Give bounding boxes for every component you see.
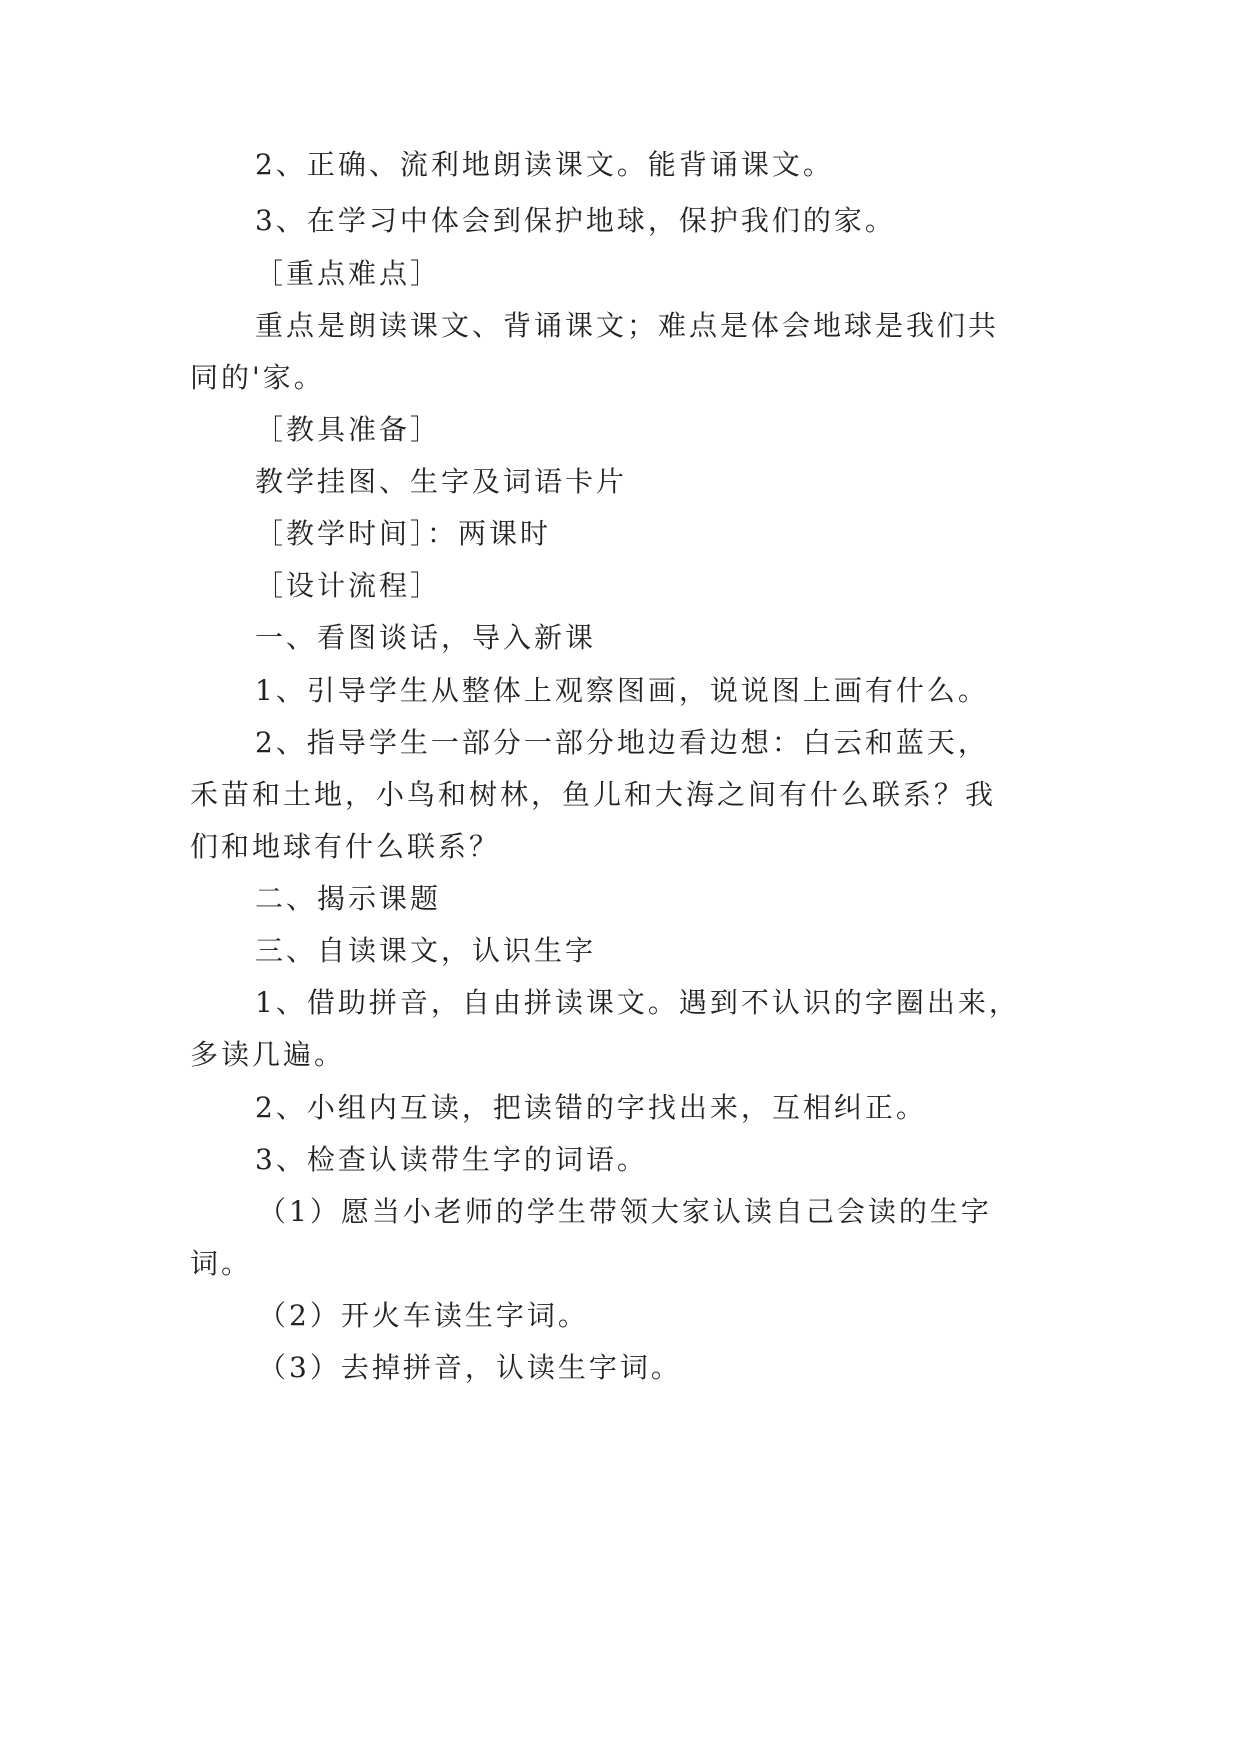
step-3-sub-1-cont: 词。 [190, 1247, 253, 1280]
objective-3: 3、在学习中体会到保护地球，保护我们的家。 [255, 204, 896, 237]
teaching-aids-text: 教学挂图、生字及词语卡片 [255, 465, 628, 498]
step-3-sub-3: （3）去掉拼音，认读生字词。 [258, 1351, 682, 1384]
step-3-item-1-cont: 多读几遍。 [190, 1038, 346, 1071]
heading-key-points: ［重点难点］ [255, 257, 442, 290]
key-points-text: 重点是朗读课文、背诵课文；难点是体会地球是我们共 [255, 309, 1000, 342]
step-1-item-2-cont: 禾苗和土地，小鸟和树林，鱼儿和大海之间有什么联系？我 [190, 778, 997, 811]
objective-2: 2、正确、流利地朗读课文。能背诵课文。 [255, 148, 834, 181]
step-2-heading: 二、揭示课题 [255, 882, 442, 915]
step-3-item-3: 3、检查认读带生字的词语。 [255, 1143, 648, 1176]
step-3-item-1: 1、借助拼音，自由拼读课文。遇到不认识的字圈出来， [255, 986, 1020, 1019]
heading-teaching-aids: ［教具准备］ [255, 413, 442, 446]
step-1-item-1: 1、引导学生从整体上观察图画，说说图上画有什么。 [255, 674, 989, 707]
step-3-sub-2: （2）开火车读生字词。 [258, 1299, 589, 1332]
step-1-item-2: 2、指导学生一部分一部分地边看边想：白云和蓝天， [255, 726, 989, 759]
step-3-sub-1: （1）愿当小老师的学生带领大家认读自己会读的生字 [258, 1195, 992, 1228]
teaching-time: ［教学时间］：两课时 [255, 517, 552, 550]
step-1-item-2-cont-2: 们和地球有什么联系？ [190, 830, 501, 863]
step-3-heading: 三、自读课文，认识生字 [255, 934, 597, 967]
key-points-text-cont: 同的'家。 [190, 361, 325, 394]
step-1-heading: 一、看图谈话，导入新课 [255, 621, 597, 654]
step-3-item-2: 2、小组内互读，把读错的字找出来，互相纠正。 [255, 1091, 927, 1124]
heading-design-flow: ［设计流程］ [255, 569, 442, 602]
